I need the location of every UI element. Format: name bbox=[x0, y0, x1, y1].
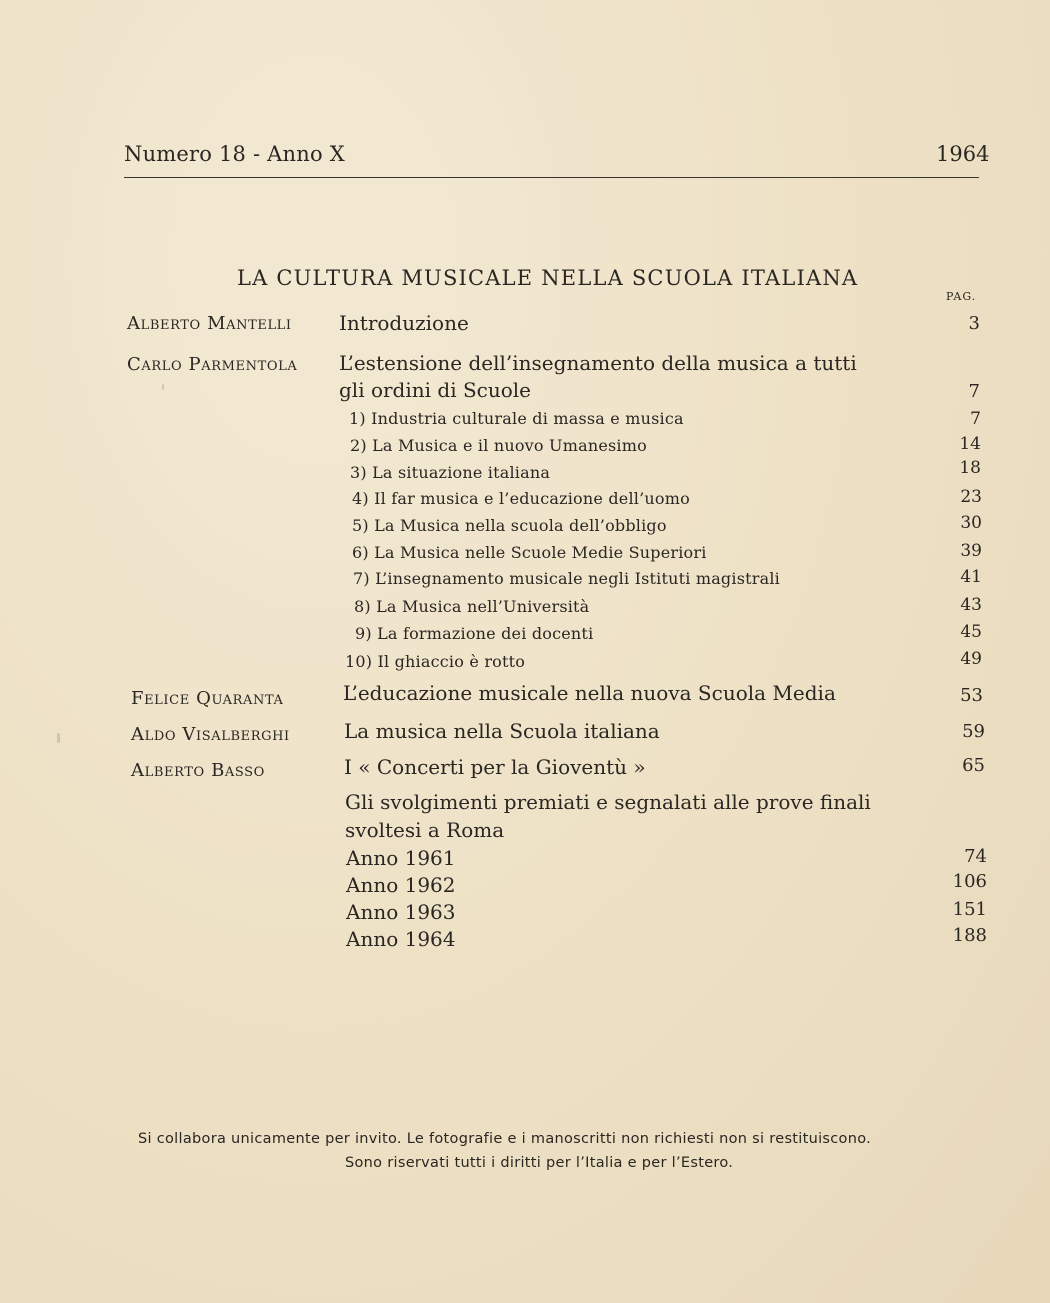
toc-prize-title: Gli svolgimenti premiati e segnalati alle prove finali bbox=[345, 790, 871, 814]
toc-author: Alberto Basso bbox=[131, 760, 265, 781]
toc-page-number: 7 bbox=[968, 381, 980, 402]
toc-prize-year: Anno 1963 bbox=[346, 900, 456, 924]
toc-subitem: 10) Il ghiaccio è rotto bbox=[345, 652, 526, 671]
toc-entry-title: I « Concerti per la Gioventù » bbox=[344, 755, 646, 779]
toc-page-number: 151 bbox=[952, 899, 987, 920]
toc-subitem-page: 41 bbox=[960, 567, 982, 587]
toc-subitem: 1) Industria culturale di massa e musica bbox=[349, 409, 684, 428]
toc-subitem-page: 23 bbox=[960, 487, 982, 507]
toc-entry-title: L’estensione dell’insegnamento della musica a tutti bbox=[339, 351, 857, 375]
toc-subitem: 3) La situazione italiana bbox=[350, 463, 551, 482]
toc-page-number: 3 bbox=[968, 313, 980, 334]
toc-subitem-page: 30 bbox=[960, 513, 982, 533]
toc-page-number: 106 bbox=[952, 871, 987, 892]
toc-subitem: 2) La Musica e il nuovo Umanesimo bbox=[350, 436, 647, 455]
issue-number: Numero 18 - Anno X bbox=[124, 142, 345, 166]
toc-subitem-page: 18 bbox=[959, 458, 981, 478]
paper-blemish bbox=[162, 384, 164, 390]
toc-prize-year: Anno 1961 bbox=[346, 846, 456, 870]
header-rule bbox=[124, 177, 979, 178]
toc-subitem-page: 14 bbox=[959, 434, 981, 454]
toc-subitem-page: 45 bbox=[960, 622, 982, 642]
toc-prize-year: Anno 1964 bbox=[346, 927, 456, 951]
toc-page-number: 74 bbox=[964, 846, 987, 867]
toc-prize-title-continued: svoltesi a Roma bbox=[345, 818, 505, 842]
toc-subitem: 7) L’insegnamento musicale negli Istituti magistrali bbox=[353, 569, 780, 588]
toc-subitem-page: 43 bbox=[960, 595, 982, 615]
toc-subitem: 9) La formazione dei docenti bbox=[355, 624, 594, 643]
toc-page-number: 188 bbox=[952, 925, 987, 946]
page-column-label: PAG. bbox=[946, 290, 977, 303]
toc-page-number: 65 bbox=[962, 755, 985, 776]
toc-author: Carlo Parmentola bbox=[127, 354, 298, 375]
toc-subitem-page: 39 bbox=[960, 541, 982, 561]
toc-subitem: 6) La Musica nelle Scuole Medie Superiori bbox=[352, 543, 707, 562]
toc-entry-title: La musica nella Scuola italiana bbox=[344, 719, 660, 743]
toc-author: Alberto Mantelli bbox=[127, 313, 292, 334]
toc-prize-year: Anno 1962 bbox=[346, 873, 456, 897]
footer-notice: Si collabora unicamente per invito. Le fotografie e i manoscritti non richiesti non si restituiscono. bbox=[138, 1131, 872, 1147]
section-title: LA CULTURA MUSICALE NELLA SCUOLA ITALIANA bbox=[237, 266, 859, 290]
toc-subitem: 4) Il far musica e l’educazione dell’uomo bbox=[352, 489, 690, 508]
toc-subitem: 8) La Musica nell’Università bbox=[354, 597, 590, 616]
footer-rights: Sono riservati tutti i diritti per l’Italia e per l’Estero. bbox=[345, 1155, 734, 1171]
toc-subitem: 5) La Musica nella scuola dell’obbligo bbox=[352, 516, 667, 535]
paper-blemish bbox=[57, 733, 60, 743]
toc-subitem-page: 49 bbox=[960, 649, 982, 669]
toc-entry-title: L’educazione musicale nella nuova Scuola Media bbox=[343, 681, 836, 705]
issue-year: 1964 bbox=[936, 142, 990, 166]
toc-author: Aldo Visalberghi bbox=[131, 724, 290, 745]
toc-entry-title: Introduzione bbox=[339, 311, 469, 335]
toc-subitem-page: 7 bbox=[970, 409, 981, 429]
toc-author: Felice Quaranta bbox=[131, 688, 284, 709]
toc-page-number: 59 bbox=[962, 721, 985, 742]
toc-entry-title-continued: gli ordini di Scuole bbox=[339, 378, 532, 402]
toc-page-number: 53 bbox=[960, 685, 983, 706]
